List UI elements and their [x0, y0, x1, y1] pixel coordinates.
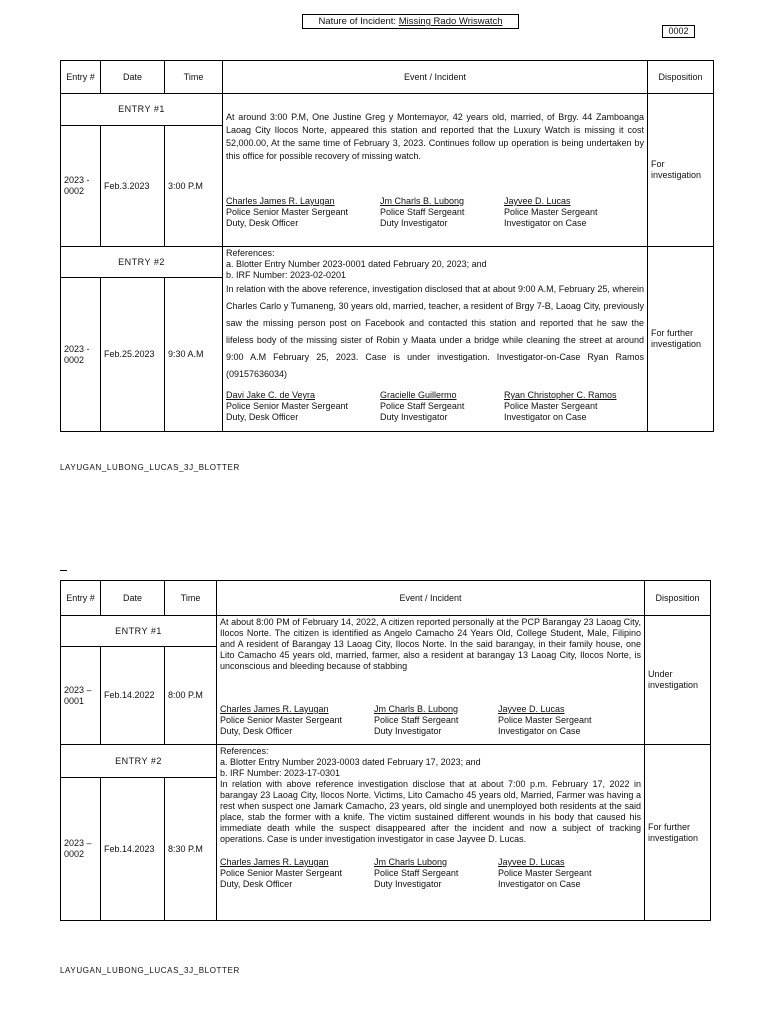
signatory — [226, 196, 380, 229]
blotter-table-2 — [60, 580, 711, 921]
signatory-name: Jayvee D. Lucas — [498, 857, 565, 867]
blotter-code: 0002 — [662, 25, 695, 38]
signatory — [374, 704, 498, 737]
col-time: Time — [165, 581, 217, 616]
signatory-rank: Police Master Sergeant — [504, 401, 598, 411]
table-row — [61, 616, 711, 647]
entry-label: ENTRY #2 — [61, 745, 217, 778]
signatory-rank: Police Senior Master Sergeant — [226, 401, 349, 411]
signatory — [498, 704, 638, 737]
signatory-rank: Police Senior Master Sergeant — [220, 715, 343, 725]
disposition-cell: For investigation — [648, 94, 714, 247]
footer-label: LAYUGAN_LUBONG_LUCAS_3J_BLOTTER — [60, 463, 240, 472]
signatory — [504, 390, 644, 423]
signatories — [220, 704, 641, 737]
signatory-name: Jayvee D. Lucas — [504, 196, 571, 206]
entry-date: Feb.3.2023 — [101, 126, 165, 247]
col-entry: Entry # — [61, 61, 101, 94]
signatory-rank: Police Staff Sergeant — [380, 207, 465, 217]
event-cell — [223, 247, 648, 432]
signatory-role: Investigator on Case — [504, 412, 587, 422]
signatory-rank: Police Senior Master Sergeant — [226, 207, 349, 217]
signatory-role: Duty Investigator — [380, 412, 448, 422]
entry-number: 2023 - 0002 — [61, 126, 101, 247]
entry-label: ENTRY #1 — [61, 94, 223, 126]
signatory — [220, 704, 374, 737]
signatory-role: Duty, Desk Officer — [220, 726, 293, 736]
signatories — [220, 857, 641, 890]
signatory — [374, 857, 498, 890]
signatory-rank: Police Master Sergeant — [504, 207, 598, 217]
signatory — [226, 390, 380, 423]
table-row — [61, 247, 714, 278]
blotter-table-1 — [60, 60, 714, 432]
signatories — [226, 196, 644, 229]
event-narrative: In relation with above reference investigation disclose that at about 7:00 p.m. February 17, 2022 in barangay 23 Laoag City, Ilocos Norte. Victims, Lito Camacho 45 years old, Married, Farmer was having a rest when suspect one Jamark Camacho, 23 years, old single and unemployed both residents at the said place, stab the former with a knife. The victim sustained different wounds in his body that caused his immediate death while the suspect disappeared after the incident and now a subject of tracking operations. Case is under investigation investigator in case Jayvee D. Lucas. — [220, 779, 641, 844]
signatory-role: Duty, Desk Officer — [226, 218, 299, 228]
entry-date: Feb.14.2023 — [101, 778, 165, 921]
col-event: Event / Incident — [223, 61, 648, 94]
signatory-name: Charles James R. Layugan — [220, 857, 329, 867]
col-date: Date — [101, 581, 165, 616]
signatory — [220, 857, 374, 890]
signatory-role: Investigator on Case — [504, 218, 587, 228]
entry-date: Feb.14.2022 — [101, 647, 165, 745]
signatory-rank: Police Master Sergeant — [498, 715, 592, 725]
table-row — [61, 745, 711, 778]
separator-dash — [60, 570, 67, 571]
entry-number: 2023 – 0002 — [61, 778, 101, 921]
disposition-cell: For further investigation — [645, 745, 711, 921]
signatory — [380, 390, 504, 423]
signatory-name: Gracielle Guillermo — [380, 390, 457, 400]
signatory-role: Duty Investigator — [380, 218, 448, 228]
event-narrative: At about 8:00 PM of February 14, 2022, A citizen reported personally at the PCP Barangay 23 Laoag City, Ilocos Norte. The citizen is identified as Angelo Camacho 24 Years Old, College Student, Male, Filipino and A resident of Barangay 13 Laoag City, Ilocos Norte. In the said barangay, in their family house, one Lito Camacho 45 years old, married, farmer, also a resident at barangay 13 Laoag City, Ilocos Norte, is unconscious and bleeding because of stabbing — [220, 617, 641, 671]
signatory-rank: Police Staff Sergeant — [374, 868, 459, 878]
reference-line: References: — [220, 746, 269, 756]
entry-number: 2023 – 0001 — [61, 647, 101, 745]
table-row — [61, 94, 714, 126]
signatory-name: Jm Charls B. Lubong — [374, 704, 459, 714]
table-header-row — [61, 581, 711, 616]
col-entry: Entry # — [61, 581, 101, 616]
signatory-name: Ryan Christopher C. Ramos — [504, 390, 617, 400]
signatory-role: Duty Investigator — [374, 726, 442, 736]
signatory-role: Duty Investigator — [374, 879, 442, 889]
signatory-role: Duty, Desk Officer — [226, 412, 299, 422]
signatory-rank: Police Staff Sergeant — [374, 715, 459, 725]
event-cell — [217, 616, 645, 745]
nature-prefix: Nature of Incident: — [318, 16, 399, 27]
event-cell — [223, 94, 648, 247]
col-event: Event / Incident — [217, 581, 645, 616]
signatory-role: Duty, Desk Officer — [220, 879, 293, 889]
signatory-rank: Police Senior Master Sergeant — [220, 868, 343, 878]
disposition-cell: Under investigation — [645, 616, 711, 745]
signatory-role: Investigator on Case — [498, 726, 581, 736]
entry-label: ENTRY #2 — [61, 247, 223, 278]
references — [226, 248, 644, 281]
col-date: Date — [101, 61, 165, 94]
entry-date: Feb.25.2023 — [101, 278, 165, 432]
entry-label: ENTRY #1 — [61, 616, 217, 647]
col-disposition: Disposition — [648, 61, 714, 94]
reference-line: a. Blotter Entry Number 2023-0003 dated February 17, 2023; and — [220, 757, 481, 767]
reference-line: b. IRF Number: 2023-02-0201 — [226, 270, 347, 280]
reference-line: a. Blotter Entry Number 2023-0001 dated February 20, 2023; and — [226, 259, 487, 269]
signatory-rank: Police Staff Sergeant — [380, 401, 465, 411]
event-narrative: At around 3:00 P.M, One Justine Greg y Montemayor, 42 years old, married, of Brgy. 44 Zamboanga Laoag City Ilocos Norte, appeared this station and reported that the Luxury Watch is missing it cost 52,000.00, At the same time of February 3, 2023. Continues follow up operation is being undertaken by this office for possible recovery of missing watch. — [226, 112, 644, 161]
signatory — [498, 857, 638, 890]
signatory-name: Davi Jake C. de Veyra — [226, 390, 316, 400]
signatories — [226, 390, 644, 423]
event-narrative: In relation with the above reference, investigation disclosed that at about 9:00 A.M, February 25, wherein Charles Carlo y Tumaneng, 30 years old, married, teacher, a resident of Brgy 7-B, Laoag City, previously saw the missing person post on Facebook and contacted this station and reported that he saw the lifeless body of the missing sister of Robin y Maata under a bridge while cleaning the street at around 9:00 A.M February 25, 2023. Case is under investigation. Investigator-on-Case Ryan Ramos (09157636034) — [226, 284, 644, 379]
reference-line: b. IRF Number: 2023-17-0301 — [220, 768, 341, 778]
reference-line: References: — [226, 248, 275, 258]
signatory — [504, 196, 644, 229]
entry-time: 9:30 A.M — [165, 278, 223, 432]
signatory — [380, 196, 504, 229]
signatory-name: Jm Charls B. Lubong — [380, 196, 465, 206]
signatory-rank: Police Master Sergeant — [498, 868, 592, 878]
col-time: Time — [165, 61, 223, 94]
signatory-name: Jayvee D. Lucas — [498, 704, 565, 714]
nature-value: Missing Rado Wriswatch — [398, 16, 503, 27]
signatory-role: Investigator on Case — [498, 879, 581, 889]
signatory-name: Charles James R. Layugan — [226, 196, 335, 206]
footer-label-2: LAYUGAN_LUBONG_LUCAS_3J_BLOTTER — [60, 966, 240, 975]
signatory-name: Charles James R. Layugan — [220, 704, 329, 714]
references — [220, 746, 641, 779]
col-disposition: Disposition — [645, 581, 711, 616]
entry-number: 2023 - 0002 — [61, 278, 101, 432]
table-header-row — [61, 61, 714, 94]
event-cell — [217, 745, 645, 921]
entry-time: 8:00 P.M — [165, 647, 217, 745]
entry-time: 3:00 P.M — [165, 126, 223, 247]
entry-time: 8:30 P.M — [165, 778, 217, 921]
nature-of-incident — [302, 14, 519, 29]
signatory-name: Jm Charls Lubong — [374, 857, 448, 867]
disposition-cell: For further investigation — [648, 247, 714, 432]
